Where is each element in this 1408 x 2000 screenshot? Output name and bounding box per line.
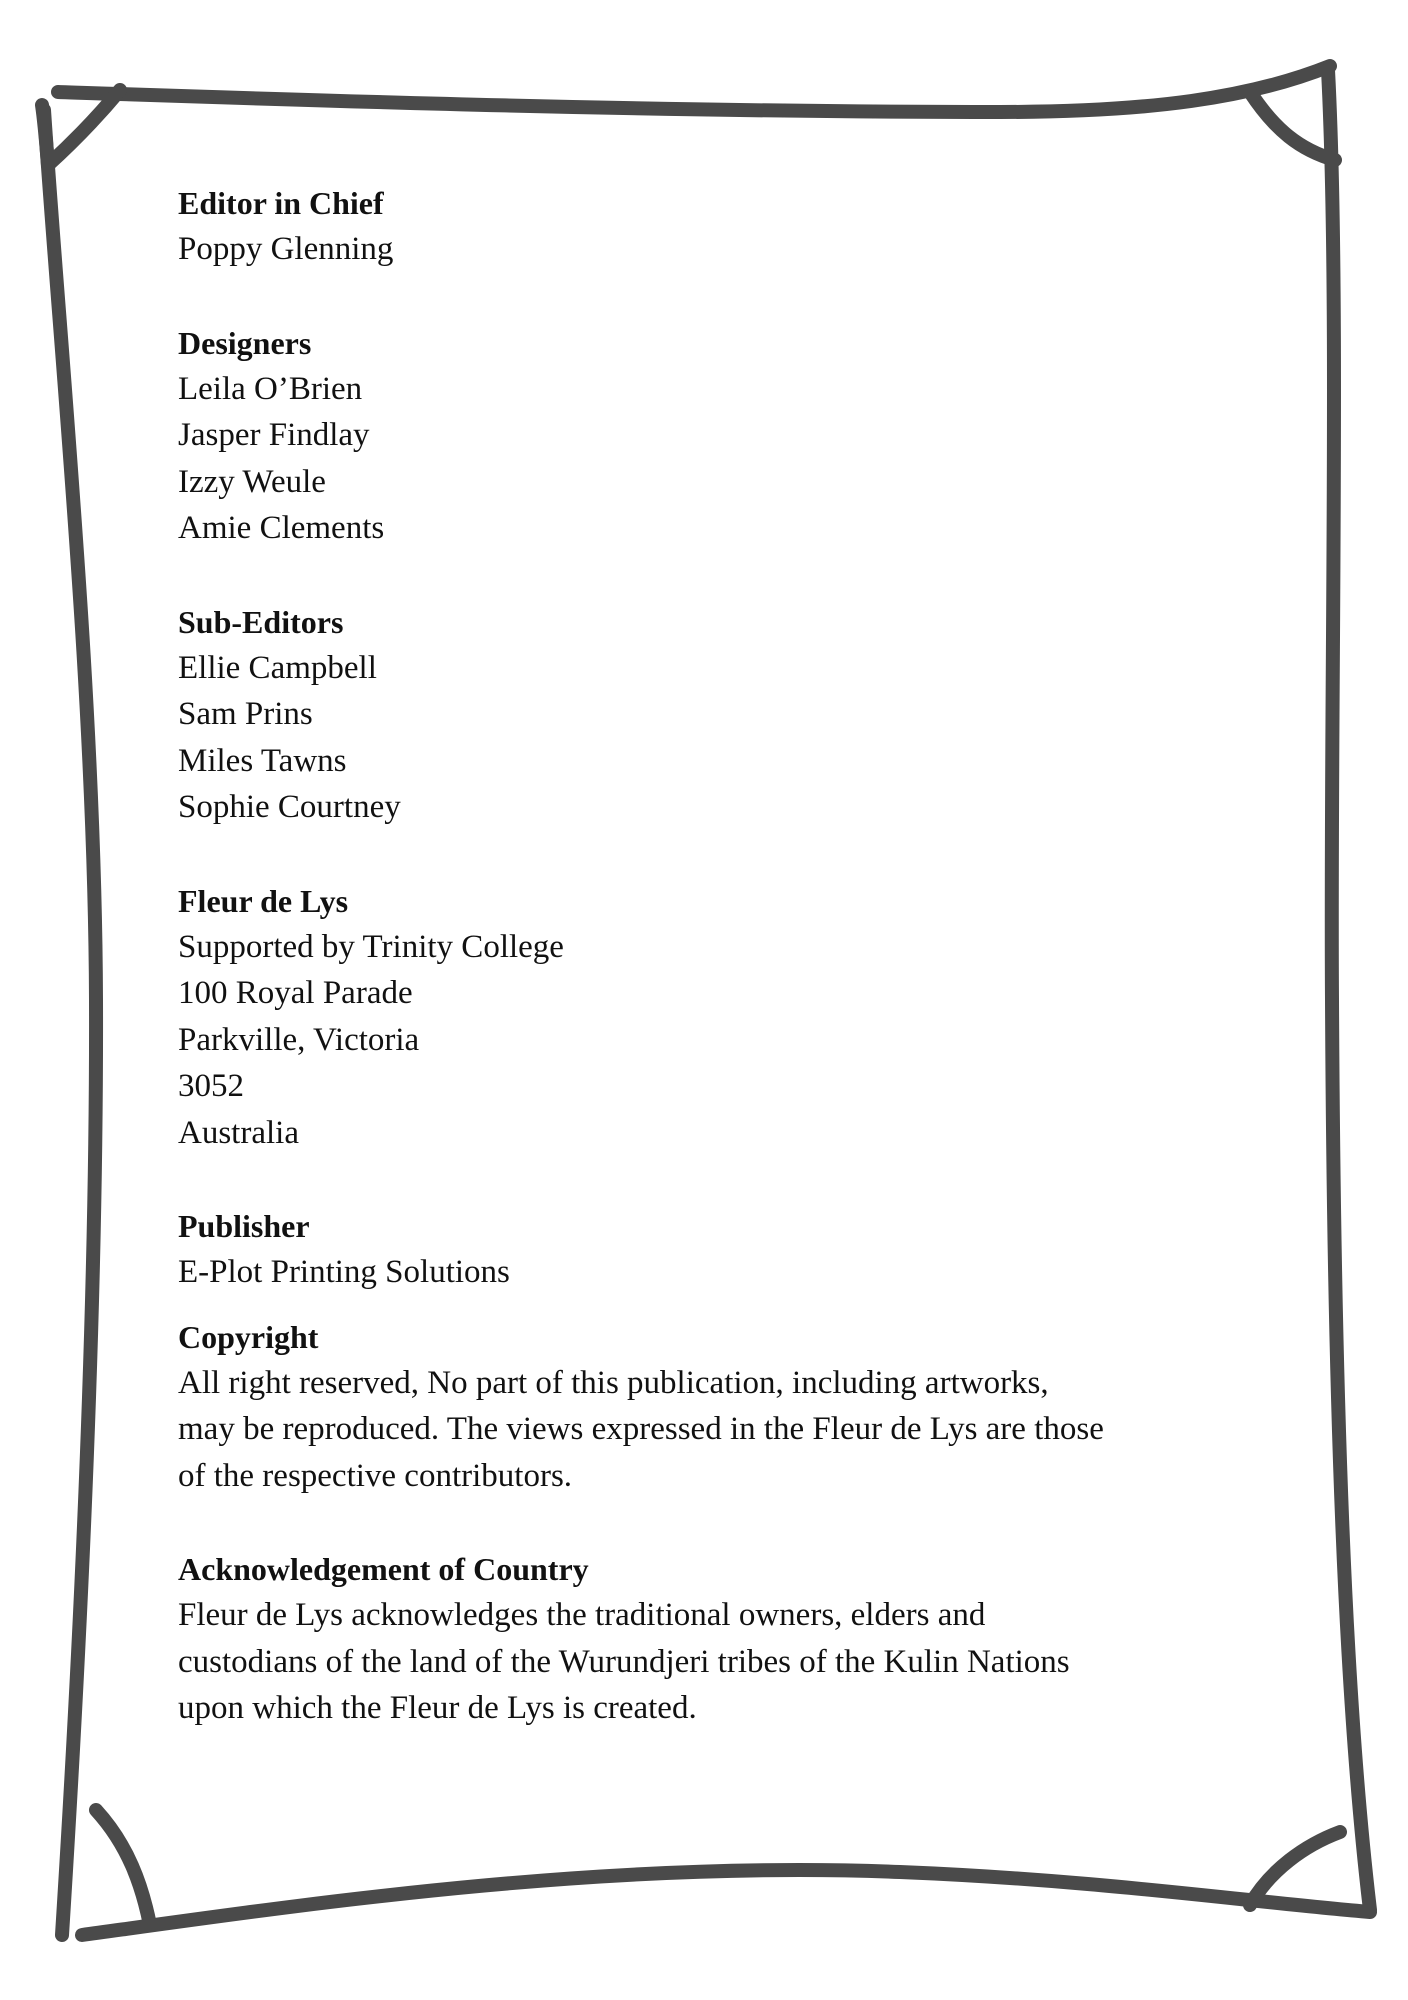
section-line: E-Plot Printing Solutions [178,1254,510,1290]
section-heading: Fleur de Lys [178,882,349,919]
frame-right-edge [1328,70,1370,1910]
frame-bottom-edge [82,1870,1370,1935]
section-line: Leila O’Brien [178,370,363,407]
section-editor-in-chief [178,180,1258,273]
section-heading: Copyright [178,1318,319,1355]
section-line: Miles Tawns [178,742,347,779]
section-paragraph-line: upon which the Fleur de Lys is created. [178,1690,697,1726]
section-copyright [178,1314,1258,1500]
section-publisher [178,1203,1258,1296]
section-designers [178,320,1258,552]
section-line: 100 Royal Parade [178,975,413,1011]
section-acknowledgement-of-country [178,1546,1258,1732]
section-heading: Editor in Chief [178,185,384,221]
section-paragraph-line: may be reproduced. The views expressed in the Fleur de Lys are those [178,1411,1104,1447]
section-line: Poppy Glenning [178,231,394,267]
section-line: Sophie Courtney [178,789,401,825]
frame-top-right-corner [1250,92,1335,160]
frame-bottom-right-corner [1250,1832,1340,1905]
section-line: 3052 [178,1068,244,1104]
section-line: Jasper Findlay [178,417,370,453]
frame-bottom-left-corner [96,1810,150,1925]
section-line: Australia [178,1114,299,1151]
frame-left-edge [44,110,96,1935]
section-fleur-de-lys [178,878,1258,1157]
section-paragraph-line: All right reserved, No part of this publication, including artworks, [178,1364,1049,1401]
credits-content [178,180,1258,1732]
section-heading: Sub-Editors [178,603,344,640]
section-line: Amie Clements [178,510,385,546]
section-line: Supported by Trinity College [178,928,564,965]
section-heading: Designers [178,324,312,361]
section-line: Izzy Weule [178,463,326,500]
section-line: Ellie Campbell [178,649,377,686]
frame-top-edge [58,66,1330,112]
section-heading: Acknowledgement of Country [178,1551,589,1587]
section-sub-editors [178,599,1258,831]
section-line: Parkville, Victoria [178,1021,420,1058]
section-paragraph-line: of the respective contributors. [178,1457,573,1494]
section-heading: Publisher [178,1208,310,1244]
section-line: Sam Prins [178,696,313,732]
section-paragraph-line: Fleur de Lys acknowledges the traditional owners, elders and [178,1597,986,1633]
section-paragraph-line: custodians of the land of the Wurundjeri tribes of the Kulin Nations [178,1643,1070,1680]
